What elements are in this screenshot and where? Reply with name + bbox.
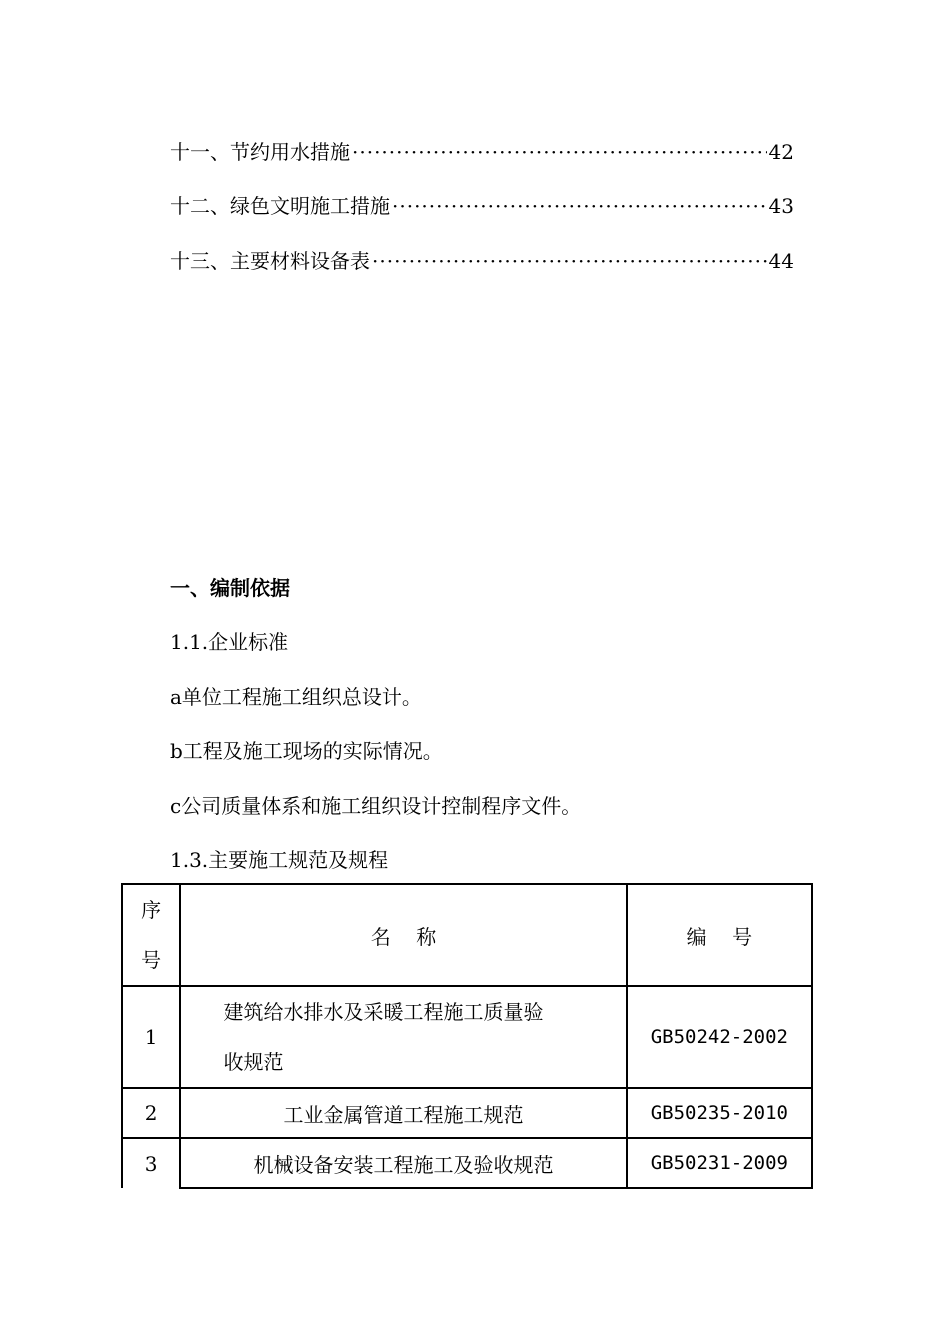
toc-entry-title: 十一、节约用水措施 — [170, 140, 350, 164]
header-cell-no — [122, 884, 180, 986]
header-name-label: 名 称 — [370, 924, 437, 949]
header-no-line2: 号 — [141, 948, 162, 972]
row-name-cell: 机械设备安装工程施工及验收规范 — [180, 1138, 626, 1188]
toc-entry-page: 42 — [768, 140, 794, 164]
list-item: a单位工程施工组织总设计。 — [170, 685, 422, 709]
row-name-cell — [180, 986, 626, 1088]
toc-entry-title: 十三、主要材料设备表 — [170, 249, 370, 273]
section-heading: 一、编制依据 — [170, 576, 290, 600]
row-no-cell: 1 — [122, 986, 180, 1088]
toc-entry[interactable] — [170, 137, 794, 167]
toc-entry-page: 43 — [768, 194, 794, 218]
subsection-title: 1.1.企业标准 — [170, 630, 289, 654]
subsection-title: 1.3.主要施工规范及规程 — [170, 848, 389, 872]
row-name-line1: 建筑给水排水及采暖工程施工质量验 — [223, 1000, 544, 1024]
header-code-label: 编 号 — [686, 924, 753, 949]
row-name-cell: 工业金属管道工程施工规范 — [180, 1088, 626, 1138]
row-code-cell: GB50231-2009 — [627, 1138, 812, 1188]
list-item: b工程及施工现场的实际情况。 — [170, 739, 443, 763]
table-header-row — [122, 884, 812, 986]
row-code-cell: GB50242-2002 — [627, 986, 812, 1088]
toc-leader-dots — [372, 246, 767, 276]
toc-leader-dots — [352, 137, 767, 167]
row-code-cell: GB50235-2010 — [627, 1088, 812, 1138]
row-no-cell: 2 — [122, 1088, 180, 1138]
header-no-line1: 序 — [141, 898, 162, 922]
standards-table — [121, 883, 813, 1189]
header-cell-code — [627, 884, 812, 986]
table-row — [122, 1088, 812, 1138]
row-name-line2: 收规范 — [223, 1050, 284, 1074]
toc-entry-page: 44 — [768, 249, 794, 273]
toc-entry[interactable] — [170, 191, 794, 221]
toc-leader-dots — [392, 191, 767, 221]
table-row — [122, 986, 812, 1088]
toc-entry-title: 十二、绿色文明施工措施 — [170, 194, 390, 218]
toc-entry[interactable] — [170, 246, 794, 276]
header-cell-name — [180, 884, 626, 986]
row-no-cell: 3 — [122, 1138, 180, 1188]
list-item: c公司质量体系和施工组织设计控制程序文件。 — [170, 794, 582, 818]
table-row — [122, 1138, 812, 1188]
